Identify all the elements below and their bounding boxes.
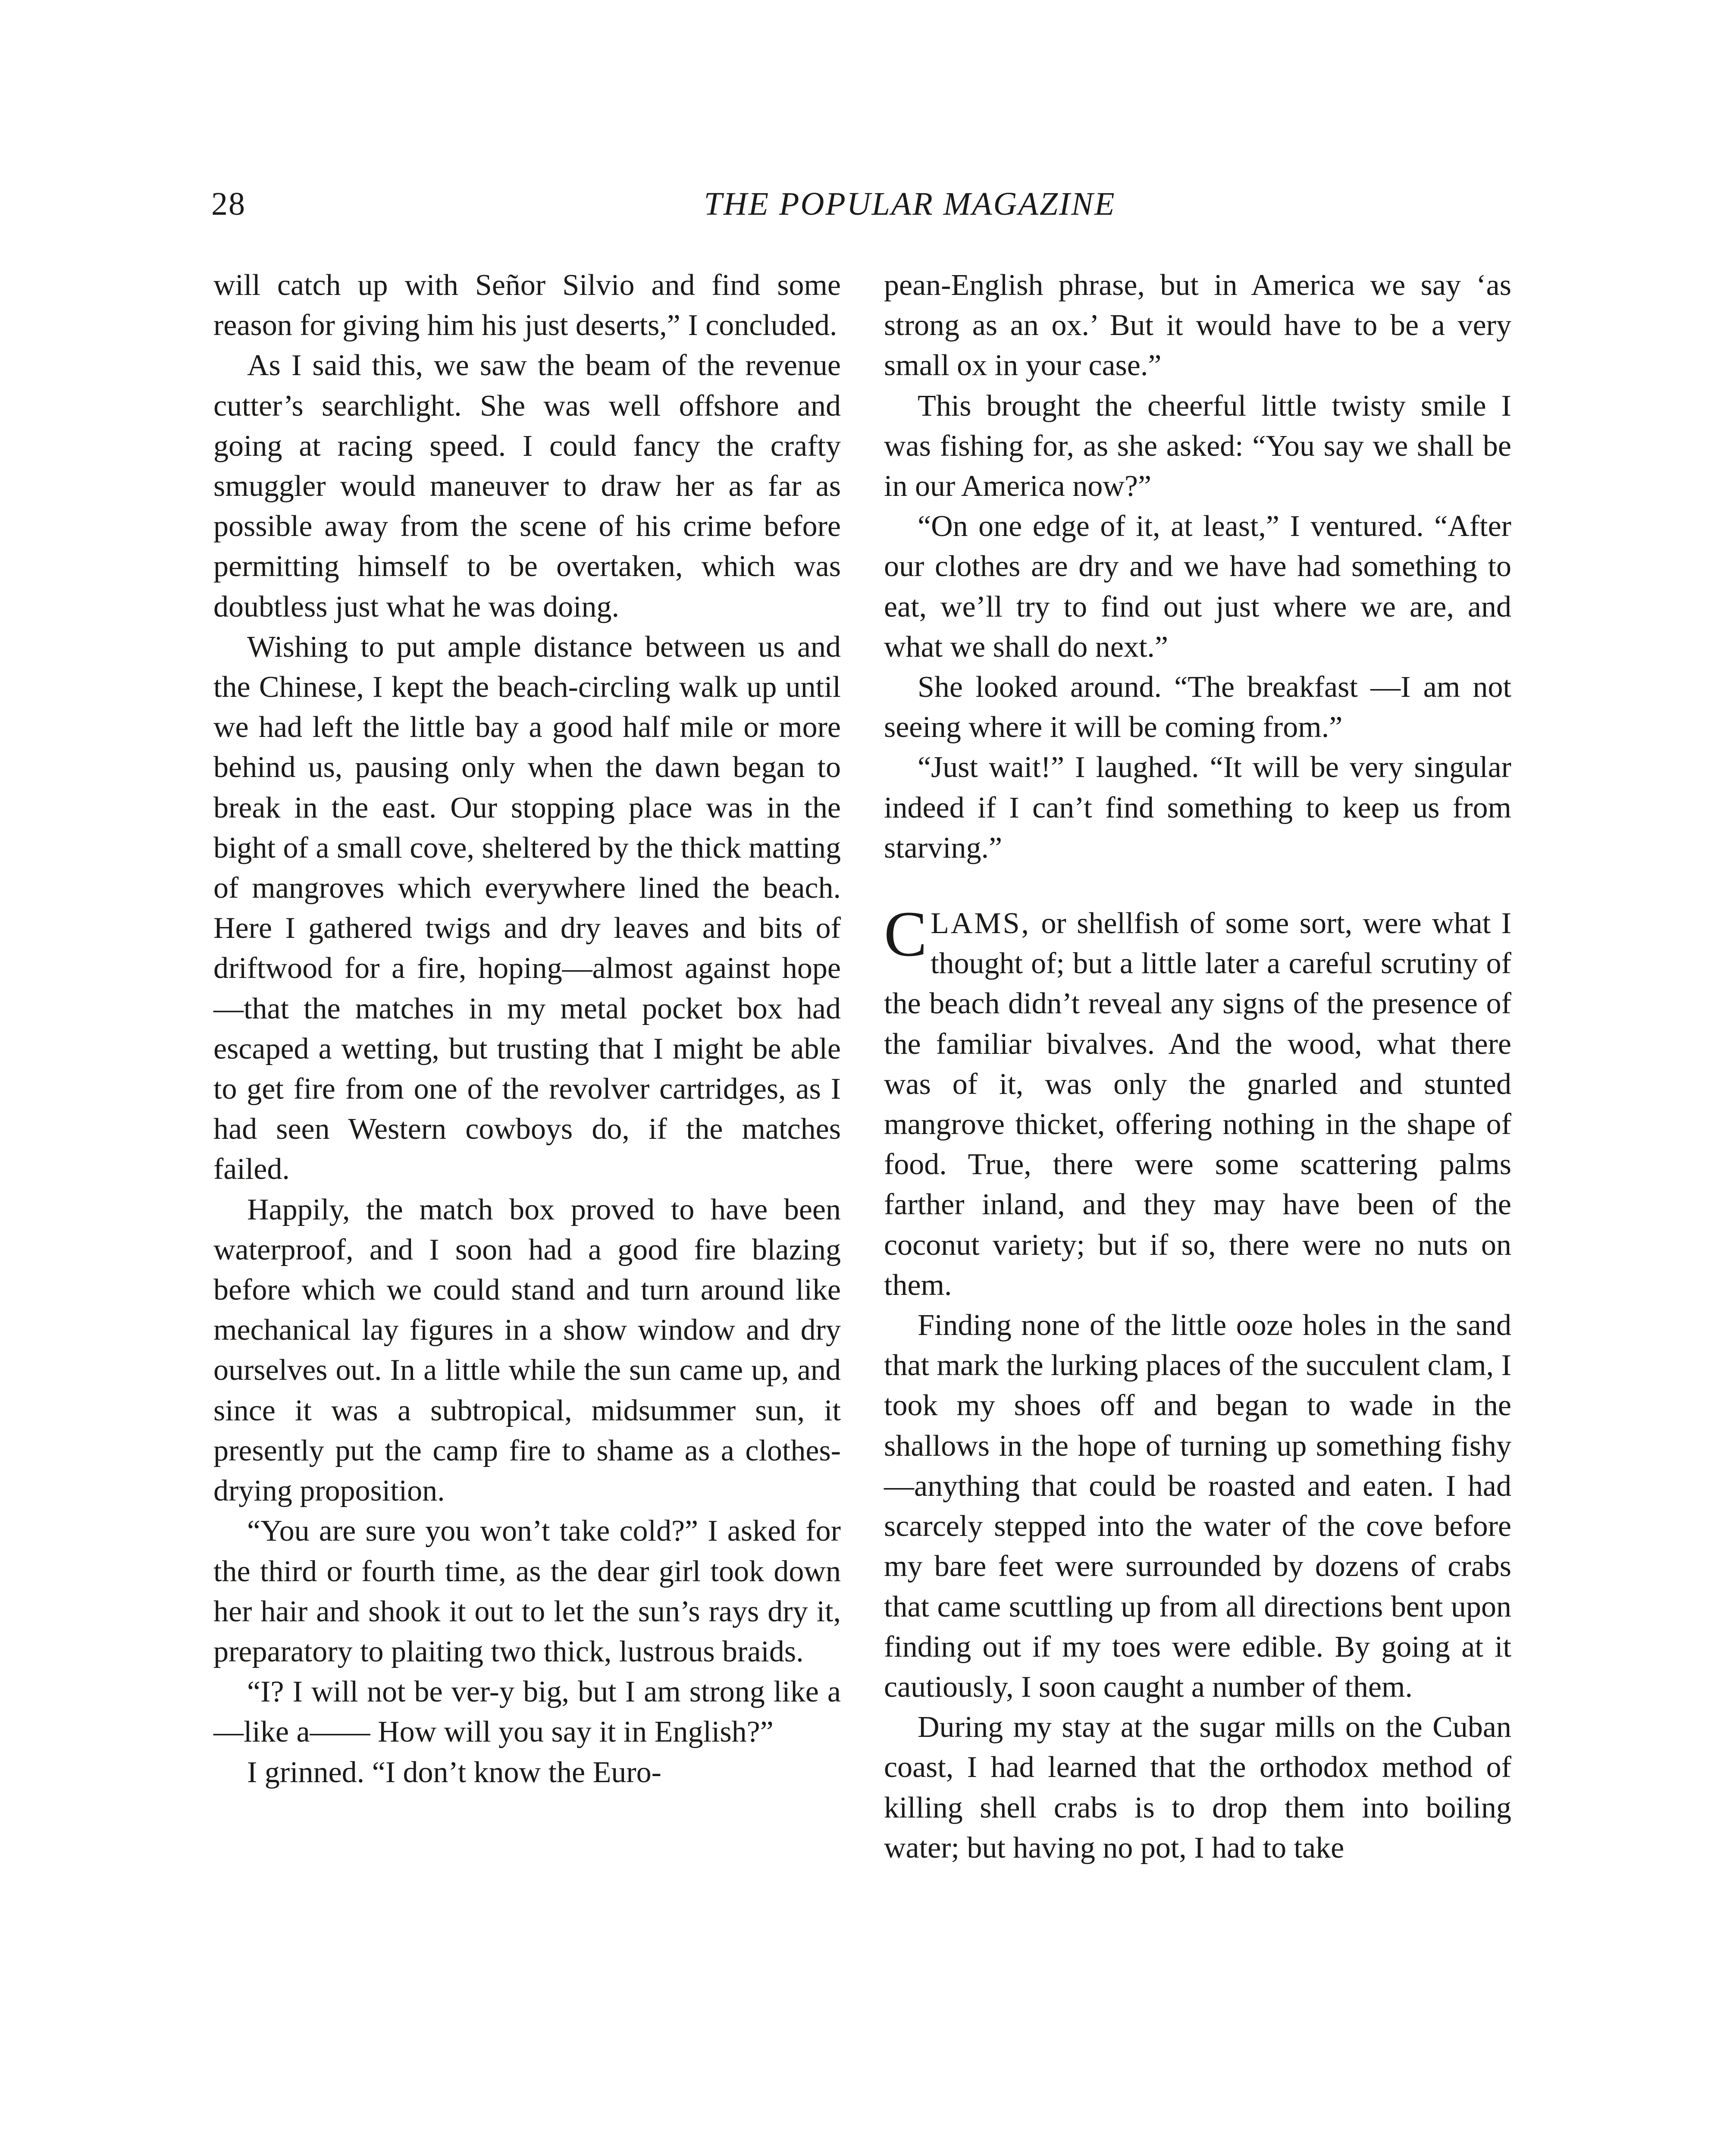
paragraph: Finding none of the little ooze holes in the sand that mark the lurking places of the succulent clam, I took my shoes off and began to wade in the shallows in the hope of turning up something fishy—anything that could be roasted and eaten. I had scarcely stepped into the water of the cove before my bare feet were surrounded by dozens of crabs that came scuttling up from all directions bent upon finding out if my toes were edible. By going at it cautiously, I soon caught a number of them. xyxy=(884,1309,1511,1704)
drop-cap: C xyxy=(884,898,928,970)
paragraph: Happily, the match box proved to have been waterproof, and I soon had a good fire blazing before which we could stand and turn around like mechanical lay figures in a show window and dry ourselves out. In a little while the sun came up, and since it was a subtropical, midsummer sun, it presently put the camp fire to shame as a clothes-drying proposition. xyxy=(213,1193,841,1508)
paragraph: “You are sure you won’t take cold?” I asked for the third or fourth time, as the dear girl took down her hair and shook it out to let the sun’s rays dry it, preparatory to plaiting two thick, lustrous braids. xyxy=(213,1514,841,1668)
paragraph: “I? I will not be ver-y big, but I am strong like a—like a—— How will you say it in English?” xyxy=(213,1675,841,1749)
paragraph: As I said this, we saw the beam of the revenue cutter’s searchlight. She was well offshore and going at racing speed. I could fancy the crafty smuggler would maneuver to draw her as far as possible away from the scene of his crime before permitting himself to be overtaken, which was doubtless just what he was doing. xyxy=(213,349,841,624)
paragraph: Wishing to put ample distance between us and the Chinese, I kept the beach-circling walk up until we had left the little bay a good half mile or more behind us, pausing only when the dawn began to break in the east. Our stopping place was in the bight of a small cove, sheltered by the thick matting of mangroves which everywhere lined the beach. Here I gathered twigs and dry leaves and bits of driftwood for a fire, hoping—almost against hope—that the matches in my metal pocket box had escaped a wetting, but trusting that I might be able to get fire from one of the revolver cartridges, as I had seen Western cowboys do, if the matches failed. xyxy=(213,630,841,1186)
section-break xyxy=(884,868,1511,903)
lead-text: or shellfish of some sort, were what I thought of; but a little later a careful scrutiny of the beach didn’t reveal any signs of the presence of the familiar bivalves. And the wood, what there was of it, was only the gnarled and stunted mangrove thicket, offering nothing in the shape of food. True, there were some scattering palms farther inland, and they may have been of the coconut variety; but if so, there were no nuts on them. xyxy=(884,907,1511,1302)
paragraph: will catch up with Señor Silvio and find some reason for giving him his just deserts,” I concluded. xyxy=(213,269,841,342)
paragraph: pean-English phrase, but in America we say ‘as strong as an ox.’ But it would have to be a very small ox in your case.” xyxy=(884,269,1511,382)
paragraph: “On one edge of it, at least,” I ventured. “After our clothes are dry and we have had something to eat, we’ll try to find out just where we are, and what we shall do next.” xyxy=(884,510,1511,664)
page-number: 28 xyxy=(211,186,246,222)
right-column xyxy=(884,265,1511,1868)
lead-smallcaps: LAMS, xyxy=(931,907,1031,940)
paragraph: During my stay at the sugar mills on the Cuban coast, I had learned that the orthodox method of killing shell crabs is to drop them into boiling water; but having no pot, I had to take xyxy=(884,1711,1511,1865)
left-column xyxy=(213,265,841,1792)
paragraph: “Just wait!” I laughed. “It will be very singular indeed if I can’t find something to keep us from starving.” xyxy=(884,751,1511,865)
paragraph: This brought the cheerful little twisty smile I was fishing for, as she asked: “You say we shall be in our America now?” xyxy=(884,389,1511,503)
running-header xyxy=(211,185,1509,237)
paragraph: I grinned. “I don’t know the Euro- xyxy=(247,1755,661,1789)
running-title: THE POPULAR MAGAZINE xyxy=(704,186,1116,222)
section-lead-paragraph xyxy=(884,898,1511,1305)
paragraph: She looked around. “The breakfast —I am not seeing where it will be coming from.” xyxy=(884,671,1511,744)
